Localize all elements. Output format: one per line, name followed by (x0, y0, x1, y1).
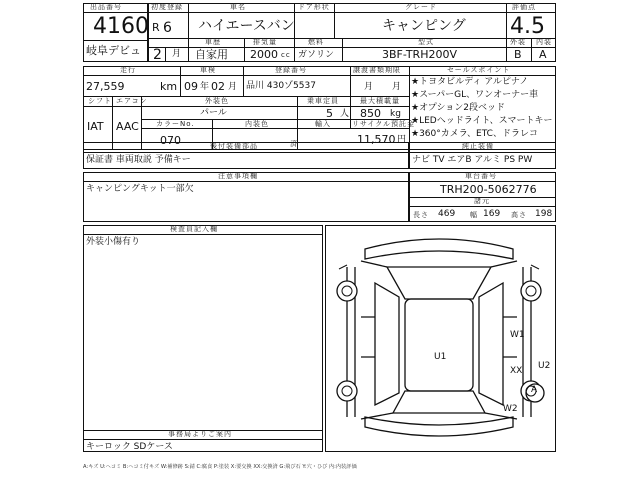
recycle-unit: 円 (397, 135, 407, 145)
wheel-rear-left (337, 381, 357, 401)
front-bumper (365, 239, 513, 259)
shift-label: シフト (88, 97, 112, 105)
damage-mark-w1: W1 (510, 330, 525, 340)
rule (83, 12, 556, 13)
recycle-value: 11,570 (357, 133, 396, 146)
rule (409, 181, 556, 182)
displacement-value: 2000 (250, 48, 278, 61)
equipment-label: 純正装備 (462, 142, 494, 150)
rule (83, 40, 148, 41)
era-year: 6 (163, 20, 172, 36)
rule (409, 206, 556, 207)
options-value: 保証書 車両取説 予備キー (86, 155, 191, 165)
mileage-label: 走行 (120, 66, 136, 74)
width-label: 幅 (470, 211, 478, 219)
inspection-frame (83, 225, 323, 452)
interior-label: 内装 (536, 38, 552, 46)
lot-number: 4160 (93, 14, 149, 39)
model-label: 型式 (418, 38, 434, 46)
mileage-value: 27,559 (86, 80, 125, 93)
office-value: キーロック SDケース (86, 442, 173, 452)
rear-frame (361, 413, 517, 419)
damage-legend: A:キズ U:ヘコミ B:ヘコミ付キズ W:補修跡 S:錆 C:腐食 P:塗装 X:要交換 XX:交換済 G:飛び石 Y:穴・ひび 内:内装評価 (83, 464, 357, 470)
dimensions-label: 諸元 (474, 197, 490, 205)
month-suffix: 月 (172, 49, 182, 59)
mileage-unit: km (160, 80, 178, 93)
displacement-label: 排気量 (253, 38, 277, 46)
color-no-value: 070 (160, 134, 181, 147)
sales-point: ★360°カメラ、ETC、ドラレコ (411, 129, 538, 139)
load-value: 850 (360, 107, 381, 120)
rule (409, 152, 556, 153)
office-label: 事務局よりご案内 (168, 430, 232, 438)
rule (409, 66, 410, 150)
options-label: 後付装備部品 (210, 142, 258, 150)
displacement-unit: cc (281, 51, 291, 59)
inspection-month: 02 (211, 80, 225, 93)
transfer-doc-label: 譲渡書類期限 (353, 66, 401, 74)
sales-point: ★オプション2段ベッド (411, 103, 505, 113)
grade-value: キャンピング (382, 18, 466, 34)
grade-label: グレード (405, 3, 437, 11)
score-label: 評価点 (512, 3, 536, 11)
rule (83, 152, 409, 153)
fuel-label: 燃料 (308, 38, 324, 46)
purpose-value: 自家用 (195, 48, 228, 61)
interior-color-label: 内装色 (245, 120, 269, 128)
left-windows (375, 283, 399, 405)
right-windows (479, 283, 503, 405)
fuel-value: ガソリン (298, 50, 335, 60)
import-label: 輸入 (315, 120, 331, 128)
lot-label: 出品番号 (90, 3, 122, 11)
chassis-value: TRH200-5062776 (440, 183, 537, 196)
rule (334, 3, 335, 38)
plate-label: 登録番号 (275, 66, 307, 74)
length-value: 469 (438, 209, 456, 219)
door-lines (361, 317, 517, 357)
aircon-value: AAC (116, 120, 139, 133)
model-code: 3BF-TRH200V (382, 48, 457, 61)
exterior-label: 外装 (510, 38, 526, 46)
inspection-year: 09 (184, 80, 198, 93)
damage-mark-xx: XX (510, 366, 523, 376)
load-label: 最大積載量 (360, 97, 400, 105)
seats-label: 乗車定員 (307, 97, 339, 105)
sales-point: ★スーパーGL、ワンオーナー車 (411, 90, 539, 100)
color-label: 外装色 (205, 97, 229, 105)
inspection-year-suffix: 年 (200, 82, 210, 92)
sales-points-label: セールスポイント (447, 66, 511, 74)
inspection-label: 車検 (200, 66, 216, 74)
rule (165, 47, 166, 62)
interior-grade: A (539, 48, 547, 61)
aircon-label: エアコン (116, 97, 148, 105)
plate-value: 品川 430ゾ5537 (246, 81, 316, 91)
transfer-month-suffix: 月 (364, 82, 374, 92)
mirror-left (339, 265, 347, 269)
damage-mark-a: A (531, 385, 538, 395)
score-value: 4.5 (510, 14, 545, 39)
door-label: ドア形状 (298, 3, 330, 11)
settled-mark: 済 (290, 140, 298, 148)
sales-point: ★トヨタビルディ アルピナノ (411, 77, 529, 87)
rule (243, 66, 244, 96)
inspection-notes-value: 外装小傷有り (86, 237, 141, 247)
equipment-value: ナビ TV エアB アルミ PS PW (412, 155, 533, 165)
hood (387, 267, 491, 299)
inspection-month-suffix: 月 (228, 82, 238, 92)
seats-value: 5 (326, 107, 333, 120)
height-label: 高さ (511, 211, 527, 219)
damage-mark-u2: U2 (538, 361, 551, 371)
rule (83, 234, 323, 235)
width-value: 169 (483, 209, 501, 219)
exterior-grade: B (514, 48, 522, 61)
sales-points-list (411, 78, 556, 139)
wheel-front-left (337, 281, 357, 301)
color-no-label: カラーNo. (156, 120, 195, 128)
rule (531, 38, 532, 62)
mirror-right (531, 265, 539, 269)
era-letter: R (152, 21, 160, 34)
rule (342, 38, 343, 62)
shift-value: IAT (87, 120, 104, 133)
rule (350, 66, 351, 128)
rear-window (393, 391, 485, 413)
inspection-notes-label: 検査員記入欄 (170, 225, 218, 233)
rule (506, 3, 507, 62)
transfer-day-suffix: 月 (392, 82, 402, 92)
debut-text: 岐阜デビュ (86, 44, 141, 57)
rear-bumper (365, 417, 513, 436)
car-name-label: 車名 (230, 3, 246, 11)
reg-month: 2 (153, 47, 162, 63)
chassis-label: 車台番号 (465, 172, 497, 180)
notes-label: 注意事項欄 (218, 172, 258, 180)
damage-mark-w2: W2 (503, 404, 518, 414)
rule (83, 75, 556, 76)
length-label: 長さ (413, 211, 429, 219)
damage-mark-u1: U1 (434, 352, 447, 362)
sales-point: ★LEDヘッドライト、スマートキー (411, 116, 553, 126)
recycle-label: リサイクル預託金 (352, 120, 416, 128)
notes-value: キャンピングキット一部欠 (86, 184, 194, 194)
load-unit: kg (390, 109, 401, 119)
color-value: パール (200, 108, 227, 118)
seats-unit: 人 (340, 109, 350, 119)
rule (83, 181, 409, 182)
front-frame (361, 261, 517, 267)
wheel-front-right (521, 281, 541, 301)
rule (180, 66, 181, 96)
rule (188, 3, 189, 62)
roof (405, 299, 473, 391)
rule (244, 38, 245, 62)
car-name: ハイエースバン (198, 18, 295, 34)
rule (83, 439, 323, 440)
purpose-label: 車歴 (205, 38, 221, 46)
height-value: 198 (535, 209, 553, 219)
rule (141, 128, 409, 129)
first-reg-label: 初度登録 (151, 3, 183, 11)
